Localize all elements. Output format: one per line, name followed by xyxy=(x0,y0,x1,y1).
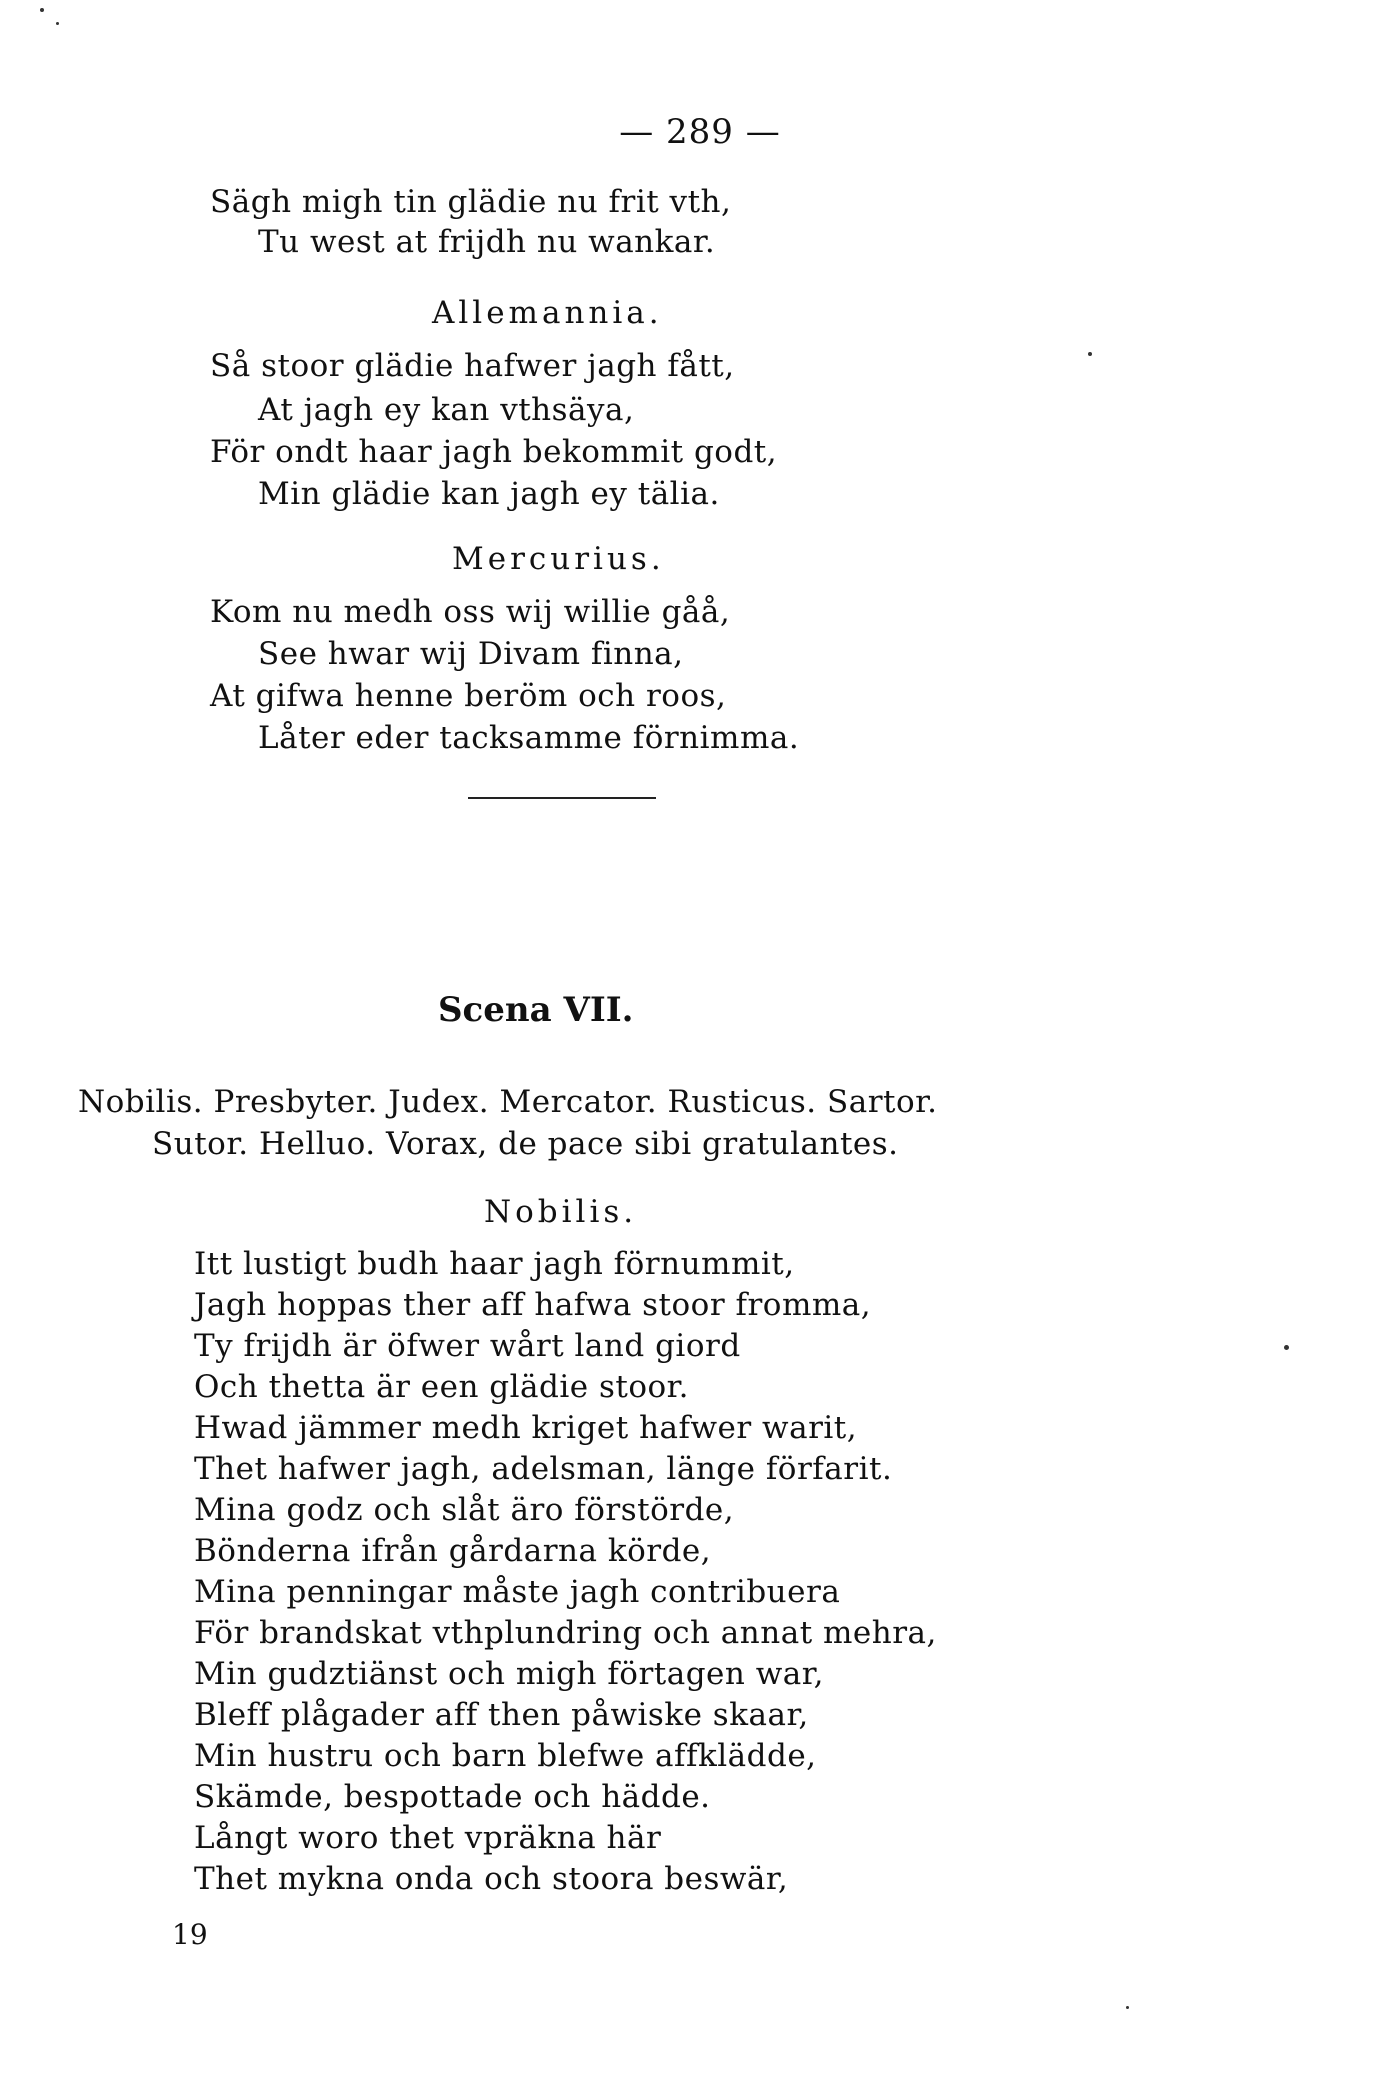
verse-line: Mina godz och slåt äro förstörde, xyxy=(194,1492,735,1528)
scan-speck xyxy=(40,8,44,12)
page-number-header: — 289 — xyxy=(619,112,781,152)
verse-line: Hwad jämmer medh kriget hafwer warit, xyxy=(194,1410,858,1446)
scan-speck xyxy=(56,22,59,25)
verse-line: Min glädie kan jagh ey tälia. xyxy=(258,476,720,512)
verse-line: Skämde, bespottade och hädde. xyxy=(194,1779,711,1815)
cast-list-line: Sutor. Helluo. Vorax, de pace sibi gratulantes. xyxy=(152,1126,899,1162)
verse-line: At gifwa henne beröm och roos, xyxy=(210,678,727,714)
verse-line: Sägh migh tin glädie nu frit vth, xyxy=(210,184,732,220)
verse-line: Thet mykna onda och stoora beswär, xyxy=(194,1861,789,1897)
verse-line: Jagh hoppas ther aff hafwa stoor fromma, xyxy=(194,1287,872,1323)
scan-speck xyxy=(1088,352,1092,356)
verse-line: Ty frijdh är öfwer wårt land giord xyxy=(194,1328,741,1364)
signature-mark: 19 xyxy=(172,1918,208,1951)
verse-line: Thet hafwer jagh, adelsman, länge förfarit. xyxy=(194,1451,893,1487)
cast-list-line: Nobilis. Presbyter. Judex. Mercator. Rusticus. Sartor. xyxy=(78,1084,938,1120)
scan-speck xyxy=(1284,1345,1289,1350)
verse-line: Så stoor glädie hafwer jagh fått, xyxy=(210,348,735,384)
verse-line: För ondt haar jagh bekommit godt, xyxy=(210,434,778,470)
scene-title: Scena VII. xyxy=(438,990,634,1030)
scan-speck xyxy=(1126,2006,1129,2009)
verse-line: See hwar wij Divam finna, xyxy=(258,636,684,672)
speaker-name: Allemannia. xyxy=(432,295,663,331)
section-divider xyxy=(468,797,656,799)
verse-line: För brandskat vthplundring och annat mehra, xyxy=(194,1615,937,1651)
verse-line: Tu west at frijdh nu wankar. xyxy=(258,224,716,260)
speaker-name: Mercurius. xyxy=(452,541,665,577)
verse-line: Mina penningar måste jagh contribuera xyxy=(194,1574,841,1610)
verse-line: Låter eder tacksamme förnimma. xyxy=(258,720,800,756)
verse-line: Min gudztiänst och migh förtagen war, xyxy=(194,1656,825,1692)
verse-line: Itt lustigt budh haar jagh förnummit, xyxy=(194,1246,795,1282)
verse-line: Min hustru och barn blefwe affklädde, xyxy=(194,1738,817,1774)
verse-line: Kom nu medh oss wij willie gåå, xyxy=(210,594,731,630)
speaker-name: Nobilis. xyxy=(484,1194,638,1230)
verse-line: Och thetta är een glädie stoor. xyxy=(194,1369,689,1405)
verse-line: Bönderna ifrån gårdarna körde, xyxy=(194,1533,712,1569)
verse-line: At jagh ey kan vthsäya, xyxy=(258,392,635,428)
verse-line: Bleff plågader aff then påwiske skaar, xyxy=(194,1697,809,1733)
verse-line: Långt woro thet vpräkna här xyxy=(194,1820,662,1856)
